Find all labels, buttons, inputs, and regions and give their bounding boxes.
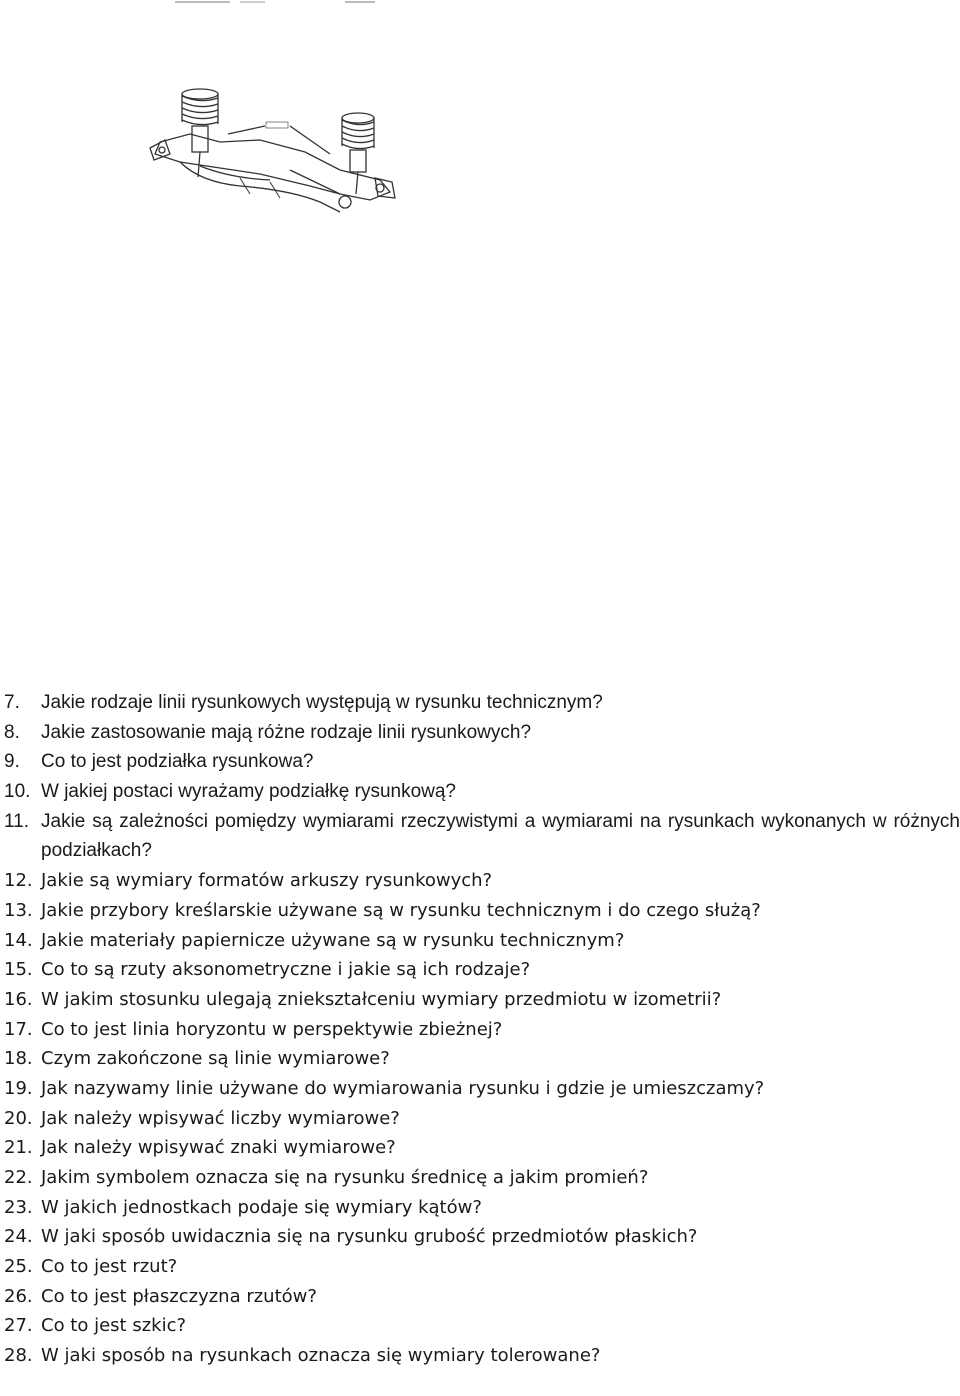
question-number: 15. — [4, 959, 33, 981]
question-item — [0, 1074, 960, 1104]
question-item — [0, 1311, 960, 1341]
left-spring-icon — [182, 89, 218, 177]
question-text: Jakim symbolem oznacza się na rysunku średnicę a jakim promień? — [41, 1167, 649, 1189]
question-number: 28. — [4, 1345, 33, 1367]
question-item — [0, 1193, 960, 1223]
right-spring-icon — [342, 113, 374, 194]
question-number: 7. — [4, 692, 20, 713]
cropped-top-fragment — [170, 0, 380, 6]
question-number: 22. — [4, 1167, 33, 1189]
question-text: W jaki sposób uwidacznia się na rysunku grubość przedmiotów płaskich? — [41, 1226, 698, 1248]
suspension-drawing-icon — [140, 82, 400, 232]
question-number: 17. — [4, 1018, 33, 1040]
question-item — [0, 747, 960, 777]
question-text: W jaki sposób na rysunkach oznacza się wymiary tolerowane? — [41, 1345, 601, 1367]
question-number: 11. — [4, 810, 30, 832]
question-number: 14. — [4, 929, 33, 951]
question-number: 21. — [4, 1137, 33, 1159]
question-item — [0, 896, 960, 926]
question-item — [0, 1133, 960, 1163]
question-item — [0, 1044, 960, 1074]
question-text: Co to jest szkic? — [41, 1315, 187, 1337]
question-item — [0, 926, 960, 956]
question-item — [0, 1282, 960, 1312]
question-text: Jakie zastosowanie mają różne rodzaje linii rysunkowych? — [41, 721, 532, 743]
question-text: Jakie materiały papiernicze używane są w rysunku technicznym? — [41, 929, 625, 951]
question-item — [0, 955, 960, 985]
question-number: 24. — [4, 1226, 33, 1248]
question-text: Czym zakończone są linie wymiarowe? — [41, 1048, 390, 1070]
question-item — [0, 1222, 960, 1252]
question-item — [0, 777, 960, 807]
question-item — [0, 1252, 960, 1282]
question-text: Co to jest linia horyzontu w perspektywie zbieżnej? — [41, 1018, 503, 1040]
question-number: 25. — [4, 1256, 33, 1278]
question-item — [0, 1163, 960, 1193]
question-number: 23. — [4, 1196, 33, 1218]
question-text: W jakim stosunku ulegają zniekształceniu wymiary przedmiotu w izometrii? — [41, 988, 722, 1010]
question-text: Co to jest płaszczyzna rzutów? — [41, 1285, 317, 1307]
question-number: 8. — [4, 721, 20, 743]
question-item — [0, 1341, 960, 1371]
question-number: 10. — [4, 781, 31, 803]
question-number: 12. — [4, 870, 33, 892]
question-text: Jak należy wpisywać liczby wymiarowe? — [41, 1107, 400, 1129]
question-item — [0, 688, 960, 718]
question-text: Jak nazywamy linie używane do wymiarowania rysunku i gdzie je umieszczamy? — [41, 1077, 765, 1099]
question-text: Co to są rzuty aksonometryczne i jakie są ich rodzaje? — [41, 959, 531, 981]
question-item — [0, 866, 960, 896]
question-number: 26. — [4, 1285, 33, 1307]
question-number: 20. — [4, 1107, 33, 1129]
question-number: 9. — [4, 751, 20, 773]
question-item — [0, 807, 960, 866]
question-number: 27. — [4, 1315, 33, 1337]
question-text: Jakie są zależności pomiędzy wymiarami rzeczywistymi a wymiarami na rysunkach wykonanych w różnych podziałkach? — [41, 810, 960, 862]
question-text: W jakiej postaci wyrażamy podziałkę rysunkową? — [41, 781, 456, 803]
question-item — [0, 985, 960, 1015]
question-text: Jakie są wymiary formatów arkuszy rysunkowych? — [41, 870, 493, 892]
question-text: Co to jest podziałka rysunkowa? — [41, 751, 314, 773]
question-text: Jak należy wpisywać znaki wymiarowe? — [41, 1137, 396, 1159]
question-number: 13. — [4, 899, 33, 921]
question-item — [0, 1104, 960, 1134]
question-list — [0, 688, 960, 1371]
question-item — [0, 718, 960, 748]
question-text: Jakie przybory kreślarskie używane są w rysunku technicznym i do czego służą? — [41, 899, 761, 921]
question-text: Jakie rodzaje linii rysunkowych występują w rysunku technicznym? — [41, 692, 603, 713]
question-number: 19. — [4, 1077, 33, 1099]
question-text: Co to jest rzut? — [41, 1256, 178, 1278]
question-number: 16. — [4, 988, 33, 1010]
question-number: 18. — [4, 1048, 33, 1070]
question-item — [0, 1015, 960, 1045]
question-text: W jakich jednostkach podaje się wymiary kątów? — [41, 1196, 482, 1218]
